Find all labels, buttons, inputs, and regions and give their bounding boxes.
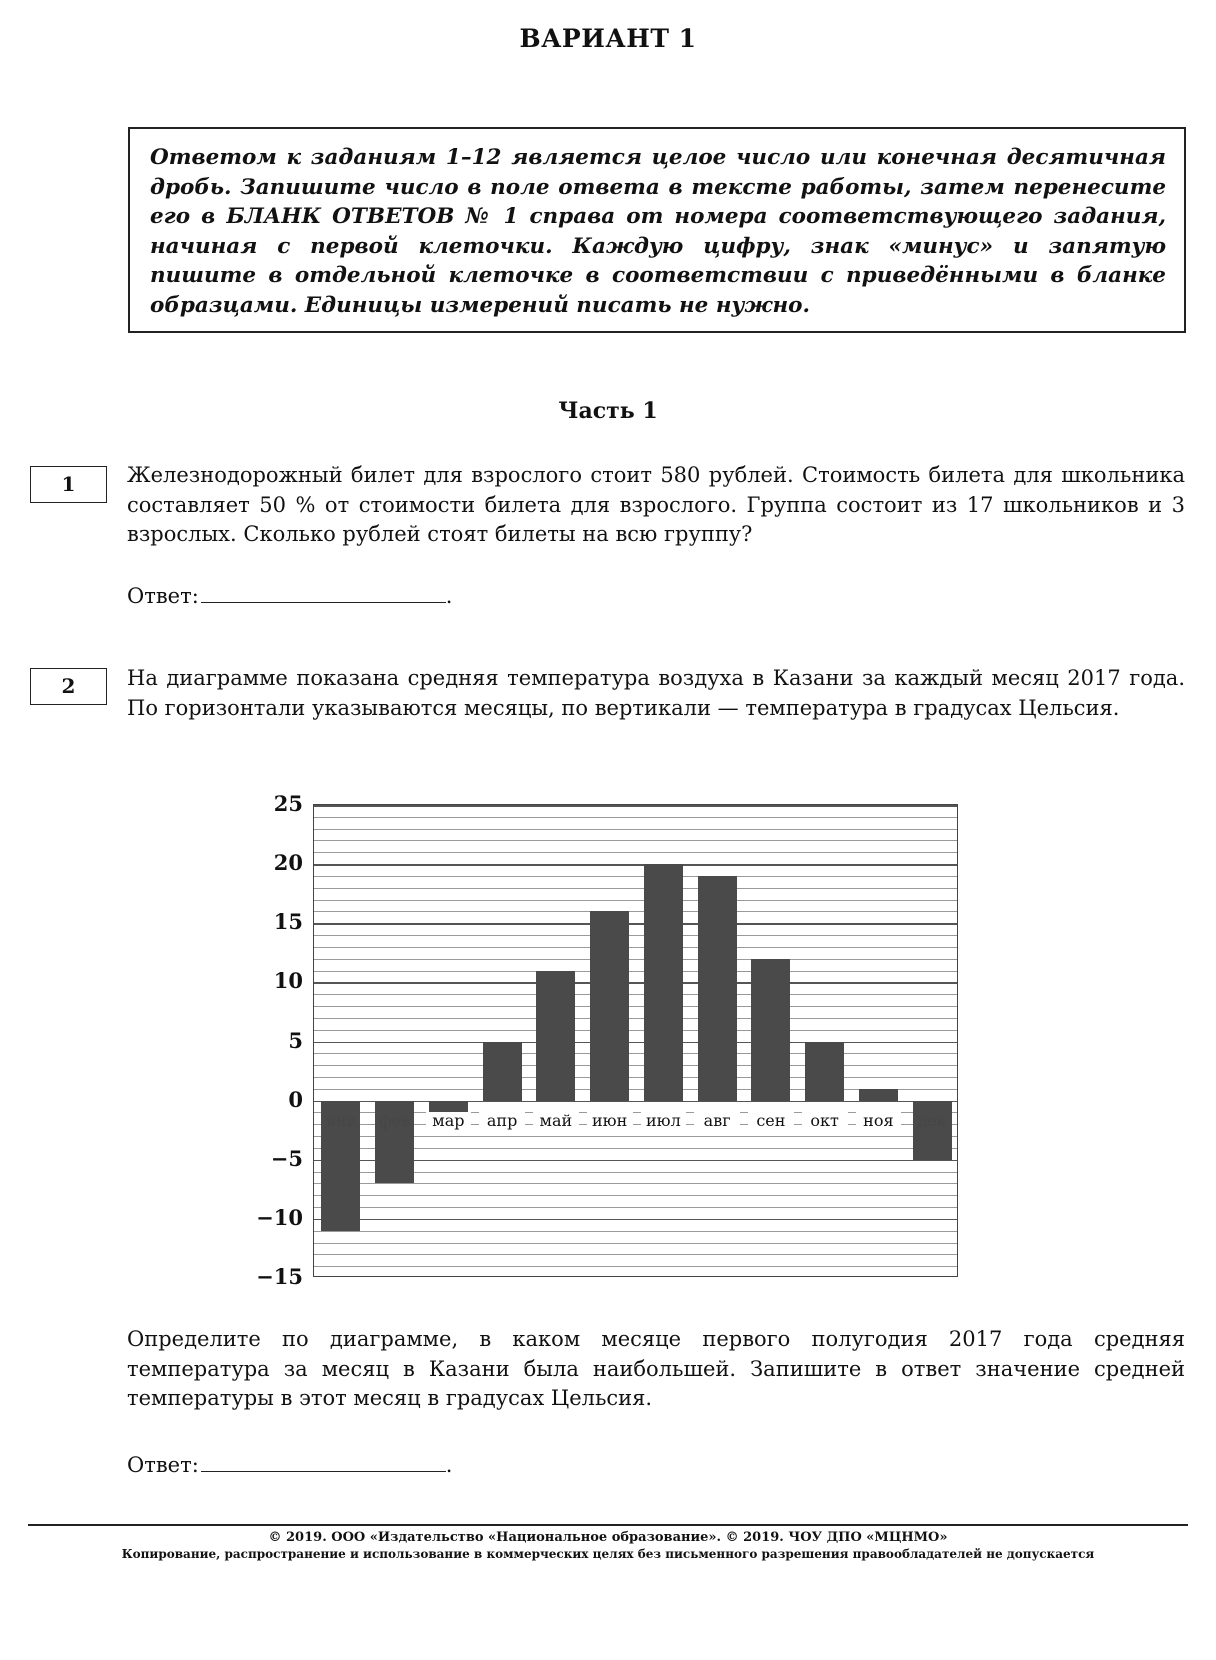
task-2-intro: На диаграмме показана средняя температура воздуха в Казани за каждый месяц 2017 года. По горизонтали указываются месяцы, по вертикали — температура в градусах Цельсия.: [127, 666, 1185, 720]
grid-line: [314, 1065, 957, 1066]
month-label-июн: июн: [587, 1112, 633, 1130]
grid-line: [314, 1195, 957, 1196]
bar-апр: [483, 1042, 522, 1101]
month-label-май: май: [533, 1112, 579, 1130]
grid-line: [314, 1077, 957, 1078]
grid-line: [314, 840, 957, 841]
bar-сен: [751, 959, 790, 1101]
answer-label: Ответ:: [127, 584, 199, 608]
footer-divider: [28, 1524, 1188, 1526]
bar-авг: [698, 876, 737, 1101]
month-label-июл: июл: [641, 1112, 687, 1130]
y-tick-label: −5: [270, 1145, 303, 1171]
grid-line: [314, 1243, 957, 1244]
grid-line: [314, 923, 957, 925]
grid-line: [314, 805, 957, 807]
grid-line: [314, 1219, 957, 1221]
temperature-bar-chart: [313, 804, 958, 1277]
month-label-авг: авг: [694, 1112, 740, 1130]
grid-line: [314, 876, 957, 877]
task-number-box-1: 1: [30, 466, 107, 503]
grid-line: [314, 888, 957, 889]
grid-line: [314, 971, 957, 972]
bar-июн: [590, 911, 629, 1100]
grid-line: [314, 1266, 957, 1267]
month-label-мар: мар: [426, 1112, 472, 1130]
bar-окт: [805, 1042, 844, 1101]
month-label-окт: окт: [802, 1112, 848, 1130]
grid-line: [314, 911, 957, 912]
grid-line: [314, 864, 957, 866]
grid-line: [314, 829, 957, 830]
y-tick-label: 10: [273, 968, 303, 994]
instructions-text: Ответом к заданиям 1–12 является целое число или конечная десятичная дробь. Запишите число в поле ответа в тексте работы, затем перенесите его в БЛАНК ОТВЕТОВ № 1 справа от номера соответствующего задания, начиная с первой клеточки. Каждую цифру, знак «минус» и запятую пишите в отдельной клеточке в соответствии с приведёнными в бланке образцами. Единицы измерений писать не нужно.: [150, 145, 1166, 318]
answer-label: Ответ:: [127, 1453, 199, 1477]
answer-field[interactable]: [201, 1453, 446, 1472]
month-label-апр: апр: [479, 1112, 525, 1130]
grid-line: [314, 817, 957, 818]
footer-notice: Копирование, распространение и использование в коммерческих целях без письменного разрешения правообладателей не допускается: [121, 1547, 1095, 1561]
grid-line: [314, 947, 957, 948]
task-1-text: Железнодорожный билет для взрослого стоит 580 рублей. Стоимость билета для школьника составляет 50 % от стоимости билета для взрослого. Группа состоит из 17 школьников и 3 взрослых. Сколько рублей стоят билеты на всю группу?: [127, 463, 1185, 546]
y-tick-label: −10: [256, 1204, 303, 1230]
grid-line: [314, 959, 957, 960]
grid-line: [314, 1231, 957, 1232]
grid-line: [314, 900, 957, 901]
task-1-answer: [127, 584, 452, 608]
grid-line: [314, 935, 957, 936]
grid-line: [314, 1042, 957, 1044]
task-2-question: Определите по диаграмме, в каком месяце первого полугодия 2017 года средняя температура за месяц в Казани была наибольшей. Запишите в ответ значение средней температуры в этот месяц в градусах Цельсия.: [127, 1327, 1185, 1410]
task-number-box-2: 2: [30, 668, 107, 705]
month-label-сен: сен: [748, 1112, 794, 1130]
grid-line: [314, 1183, 957, 1184]
task-2-answer: [127, 1453, 452, 1477]
month-label-ноя: ноя: [856, 1112, 902, 1130]
part-title: Часть 1: [558, 398, 658, 424]
grid-line: [314, 994, 957, 995]
answer-period: .: [445, 584, 453, 608]
instructions-box: [128, 127, 1186, 333]
bar-ноя: [859, 1089, 898, 1101]
answer-period: .: [445, 1453, 453, 1477]
bar-май: [536, 971, 575, 1101]
grid-line: [314, 1053, 957, 1054]
y-tick-label: −15: [256, 1264, 303, 1289]
footer-copyright: © 2019. ООО «Издательство «Национальное образование». © 2019. ЧОУ ДПО «МЦНМО»: [268, 1530, 948, 1545]
bar-июл: [644, 864, 683, 1101]
y-tick-label: 15: [273, 909, 303, 935]
bar-overlay: [375, 1111, 414, 1131]
answer-field[interactable]: [201, 584, 446, 603]
grid-line: [314, 1030, 957, 1031]
bar-overlay: [321, 1111, 360, 1131]
grid-line: [314, 1207, 957, 1208]
page-title: ВАРИАНТ 1: [519, 24, 697, 53]
bar-overlay: [913, 1111, 952, 1131]
grid-line: [314, 1006, 957, 1007]
y-tick-label: 5: [288, 1027, 303, 1053]
grid-line: [314, 1018, 957, 1019]
grid-line: [314, 852, 957, 853]
grid-line: [314, 1254, 957, 1255]
grid-line: [314, 982, 957, 984]
y-tick-label: 0: [288, 1086, 303, 1112]
y-tick-label: 20: [273, 850, 303, 876]
y-tick-label: 25: [273, 791, 303, 816]
